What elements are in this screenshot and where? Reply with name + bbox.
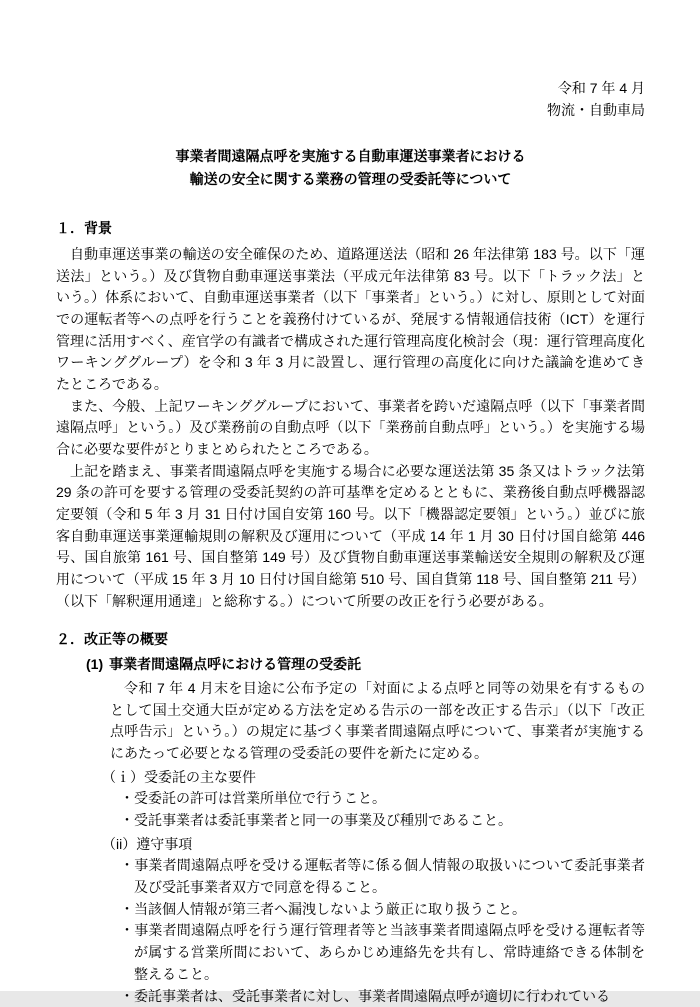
compliance-list — [56, 855, 645, 1007]
subsection-1-title: 事業者間遠隔点呼における管理の受委託 — [109, 656, 362, 673]
list-item: ・受委託の許可は営業所単位で行うこと。 — [120, 790, 386, 807]
document-title-line1: 事業者間遠隔点呼を実施する自動車運送事業者における — [175, 148, 526, 165]
background-paragraph-2: また、今般、上記ワーキンググループにおいて、事業者を跨いだ遠隔点呼（以下「事業者間遠隔点呼」という。）及び業務前の自動点呼（以下「業務前自動点呼」という。）を実施する場合に必要な要件がとりまとめられたところである。 — [56, 397, 645, 458]
background-paragraph-3: 上記を踏まえ、事業者間遠隔点呼を実施する場合に必要な運送法第 35 条又はトラック法第 29 条の許可を要する管理の受委託契約の許可基準を定めるとともに、業務後自動点呼機器認定要領（令和 5 年 3 月 31 日付け国自安第 160 号。以下「機器認定要領」という。）並びに旅客自動車運送事業運輸規則の解釈及び運用について（平成 14 年 1 月 30 日付け国自総第 446 号、国自旅第 161 号、国自整第 149 号）及び貨物自動車運送事業輸送安全規則の解釈及び運用について（平成 15 年 3 月 10 日付け国自総第 510 号、国自貨第 118 号、国自整第 211 号）（以下「解釈運用通達」と総称する。）について所要の改正を行う必要がある。 — [56, 462, 645, 609]
subsection-1-intro: 令和 7 年 4 月末を目途に公布予定の「対面による点呼と同等の効果を有するものとして国土交通大臣が定める方法を定める告示の一部を改正する告示」（以下「改正点呼告示」という。）の規定に基づく事業者間遠隔点呼について、事業者が実施するにあたって必要となる管理の受委託の要件を新たに定める。 — [110, 679, 645, 761]
issuing-bureau: 物流・自動車局 — [547, 101, 645, 118]
requirements-list — [56, 788, 645, 831]
requirements-label: （ｉ）受委託の主な要件 — [102, 768, 256, 785]
issue-date: 令和 7 年 4 月 — [557, 80, 645, 96]
section2-heading: ２．改正等の概要 — [56, 630, 168, 647]
document-title-line2: 輸送の安全に関する業務の管理の受委託等について — [189, 170, 512, 187]
subsection-1-number: (1) — [86, 656, 104, 673]
section-overview — [56, 629, 645, 1007]
list-item: ・当該個人情報が第三者へ漏洩しないよう厳正に取り扱うこと。 — [120, 900, 526, 917]
document-header — [56, 78, 645, 121]
list-item: ・事業者間遠隔点呼を受ける運転者等に係る個人情報の取扱いについて委託事業者及び受託事業者双方で同意を得ること。 — [120, 857, 645, 896]
list-item: ・受託事業者は委託事業者と同一の事業及び種別であること。 — [120, 812, 512, 829]
document-title — [56, 145, 645, 190]
list-item: ・事業者間遠隔点呼を行う運行管理者等と当該事業者間遠隔点呼を受ける運転者等が属する営業所間において、あらかじめ連絡先を共有し、常時連絡できる体制を整えること。 — [120, 922, 645, 982]
section-background — [56, 218, 645, 612]
section1-heading: １．背景 — [56, 220, 112, 237]
compliance-label: （ii）遵守事項 — [102, 835, 193, 852]
list-item: ・委託事業者は、受託事業者に対し、事業者間遠隔点呼が適切に行われている — [120, 987, 610, 1004]
subsection-1-heading — [56, 654, 645, 676]
background-paragraph-1: 自動車運送事業の輸送の安全確保のため、道路運送法（昭和 26 年法律第 183 号。以下「運送法」という。）及び貨物自動車運送事業法（平成元年法律第 83 号。以下「トラック法」という。）体系において、自動車運送事業者（以下「事業者」という。）に対し、原則として対面での運転者等への点呼を行うことを義務付けているが、発展する情報通信技術（ICT）を運行管理に活用すべく、産官学の有識者で構成された運行管理高度化検討会（現：運行管理高度化ワーキンググループ）を令和 3 年 3 月に設置し、運行管理の高度化に向けた議論を進めてきたところである。 — [56, 245, 645, 392]
